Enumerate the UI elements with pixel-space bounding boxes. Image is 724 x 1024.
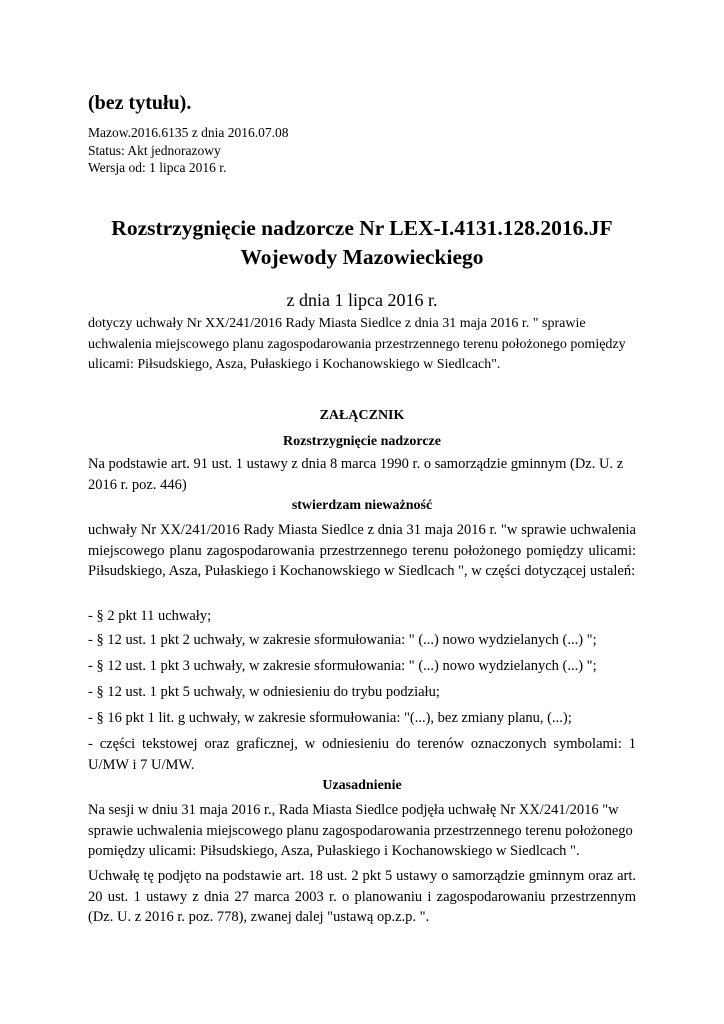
justification-paragraph-1: Na sesji w dniu 31 maja 2016 r., Rada Miasta Siedlce podjęła uchwałę Nr XX/241/2016 "w sprawie uchwalenia miejscowego planu zagospodarowania przestrzennego terenu położonego pomiędzy ulicami: Piłsudskiego, Asza, Pułaskiego i Kochanowskiego w Siedlcach ". (88, 802, 633, 859)
main-heading (60, 214, 664, 272)
justification-heading: Uzasadnienie (322, 778, 402, 793)
document-meta (88, 124, 288, 177)
date-line: z dnia 1 lipca 2016 r. (286, 290, 438, 310)
decision-heading: stwierdzam nieważność (291, 498, 433, 513)
attachment-label: ZAŁĄCZNIK (319, 408, 405, 423)
attachment-subtitle: Rozstrzygnięcie nadzorcze (283, 434, 441, 449)
meta-version: Wersja od: 1 lipca 2016 r. (88, 160, 227, 175)
main-heading-line2: Wojewody Mazowieckiego (240, 245, 484, 269)
meta-status: Status: Akt jednorazowy (88, 142, 221, 158)
legal-basis: Na podstawie art. 91 ust. 1 ustawy z dnia 8 marca 1990 r. o samorządzie gminnym (Dz. U. z 2016 r. poz. 446) (88, 456, 624, 493)
list-item: - § 12 ust. 1 pkt 3 uchwały, w zakresie sformułowania: " (...) nowo wydzielanych (...) "; (88, 658, 597, 674)
list-item: - § 12 ust. 1 pkt 2 uchwały, w zakresie sformułowania: " (...) nowo wydzielanych (...) "; (88, 632, 597, 648)
justification-paragraph-2: Uchwałę tę podjęto na podstawie art. 18 ust. 2 pkt 5 ustawy o samorządzie gminnym oraz art. 20 ust. 1 ustawy z dnia 27 marca 2003 r. o planowaniu i zagospodarowaniu przestrzennym (Dz. U. z 2016 r. poz. 778), zwanej dalej "ustawą op.z.p. ". (88, 868, 636, 925)
list-item: - § 2 pkt 11 uchwały; (88, 608, 212, 624)
list-item: - § 12 ust. 1 pkt 5 uchwały, w odniesieniu do trybu podziału; (88, 684, 440, 700)
meta-reference: Mazow.2016.6135 z dnia 2016.07.08 (88, 125, 289, 140)
document-title: (bez tytułu). (88, 92, 192, 114)
decision-body: uchwały Nr XX/241/2016 Rady Miasta Siedlce z dnia 31 maja 2016 r. "w sprawie uchwalenia miejscowego planu zagospodarowania przestrzennego terenu położonego pomiędzy ulicami: Piłsudskiego, Asza, Pułaskiego i Kochanowskiego w Siedlcach ", w części dotyczącej ustaleń: (88, 522, 636, 579)
list-item: - części tekstowej oraz graficznej, w odniesieniu do terenów oznaczonych symbolami: 1 U/MW i 7 U/MW. (88, 736, 636, 773)
list-item: - § 16 pkt 1 lit. g uchwały, w zakresie sformułowania: "(...), bez zmiany planu, (...); (88, 710, 572, 726)
subject-text: dotyczy uchwały Nr XX/241/2016 Rady Miasta Siedlce z dnia 31 maja 2016 r. " sprawie uchwalenia miejscowego planu zagospodarowania przestrzennego terenu położonego pomiędzy ulicami: Piłsudskiego, Asza, Pułaskiego i Kochanowskiego w Siedlcach". (88, 316, 626, 372)
main-heading-line1: Rozstrzygnięcie nadzorcze Nr LEX-I.4131.128.2016.JF (111, 216, 613, 240)
